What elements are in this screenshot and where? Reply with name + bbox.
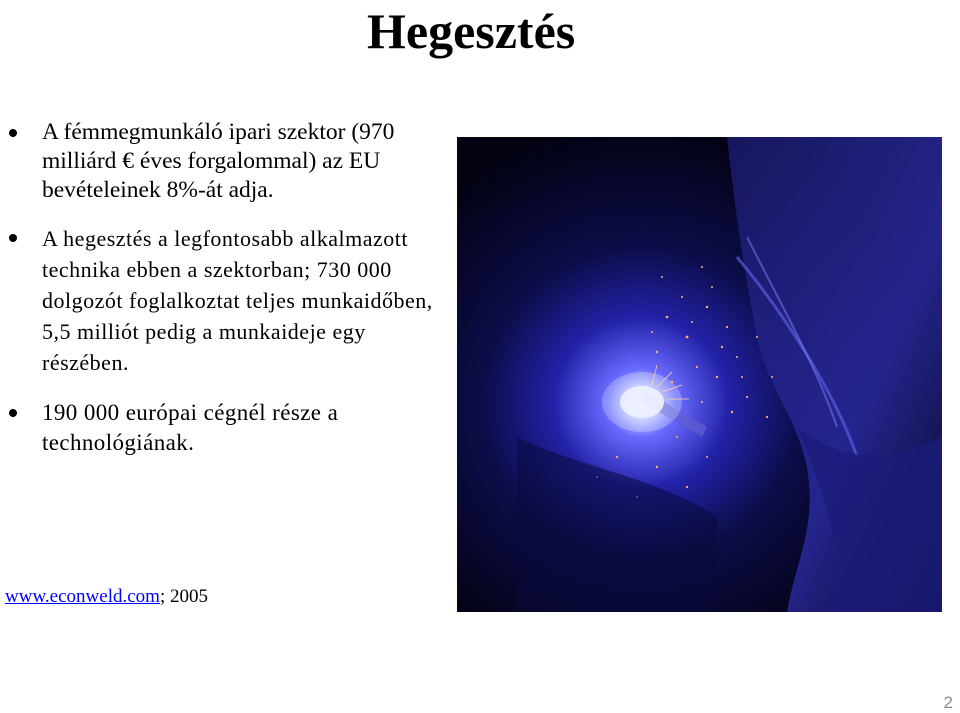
bullet-text: 190 000 európai cégnél része a technológiának. (42, 400, 339, 455)
bullet-item (0, 223, 440, 378)
bullet-dot-icon (9, 234, 17, 242)
bullet-item (0, 118, 440, 205)
page-number: 2 (943, 693, 953, 712)
source-year: ; 2005 (159, 586, 208, 607)
bullet-text: A hegesztés a legfontosabb alkalmazott technika ebben a szektorban; 730 000 dolgozót foglalkoztat teljes munkaidőben, 5,5 milliót pedig a munkaideje egy részében. (42, 226, 433, 375)
welding-photo (457, 137, 942, 612)
bullet-dot-icon (9, 409, 17, 417)
bullet-item (0, 398, 440, 458)
source-citation (5, 585, 208, 609)
slide-title: Hegesztés (367, 3, 576, 59)
bullet-list (0, 118, 440, 476)
source-link[interactable]: www.econweld.com (5, 586, 160, 607)
bullet-dot-icon (9, 129, 17, 137)
bullet-text: A fémmegmunkáló ipari szektor (970 milliárd € éves forgalommal) az EU bevételeinek 8%-át adja. (42, 119, 395, 203)
